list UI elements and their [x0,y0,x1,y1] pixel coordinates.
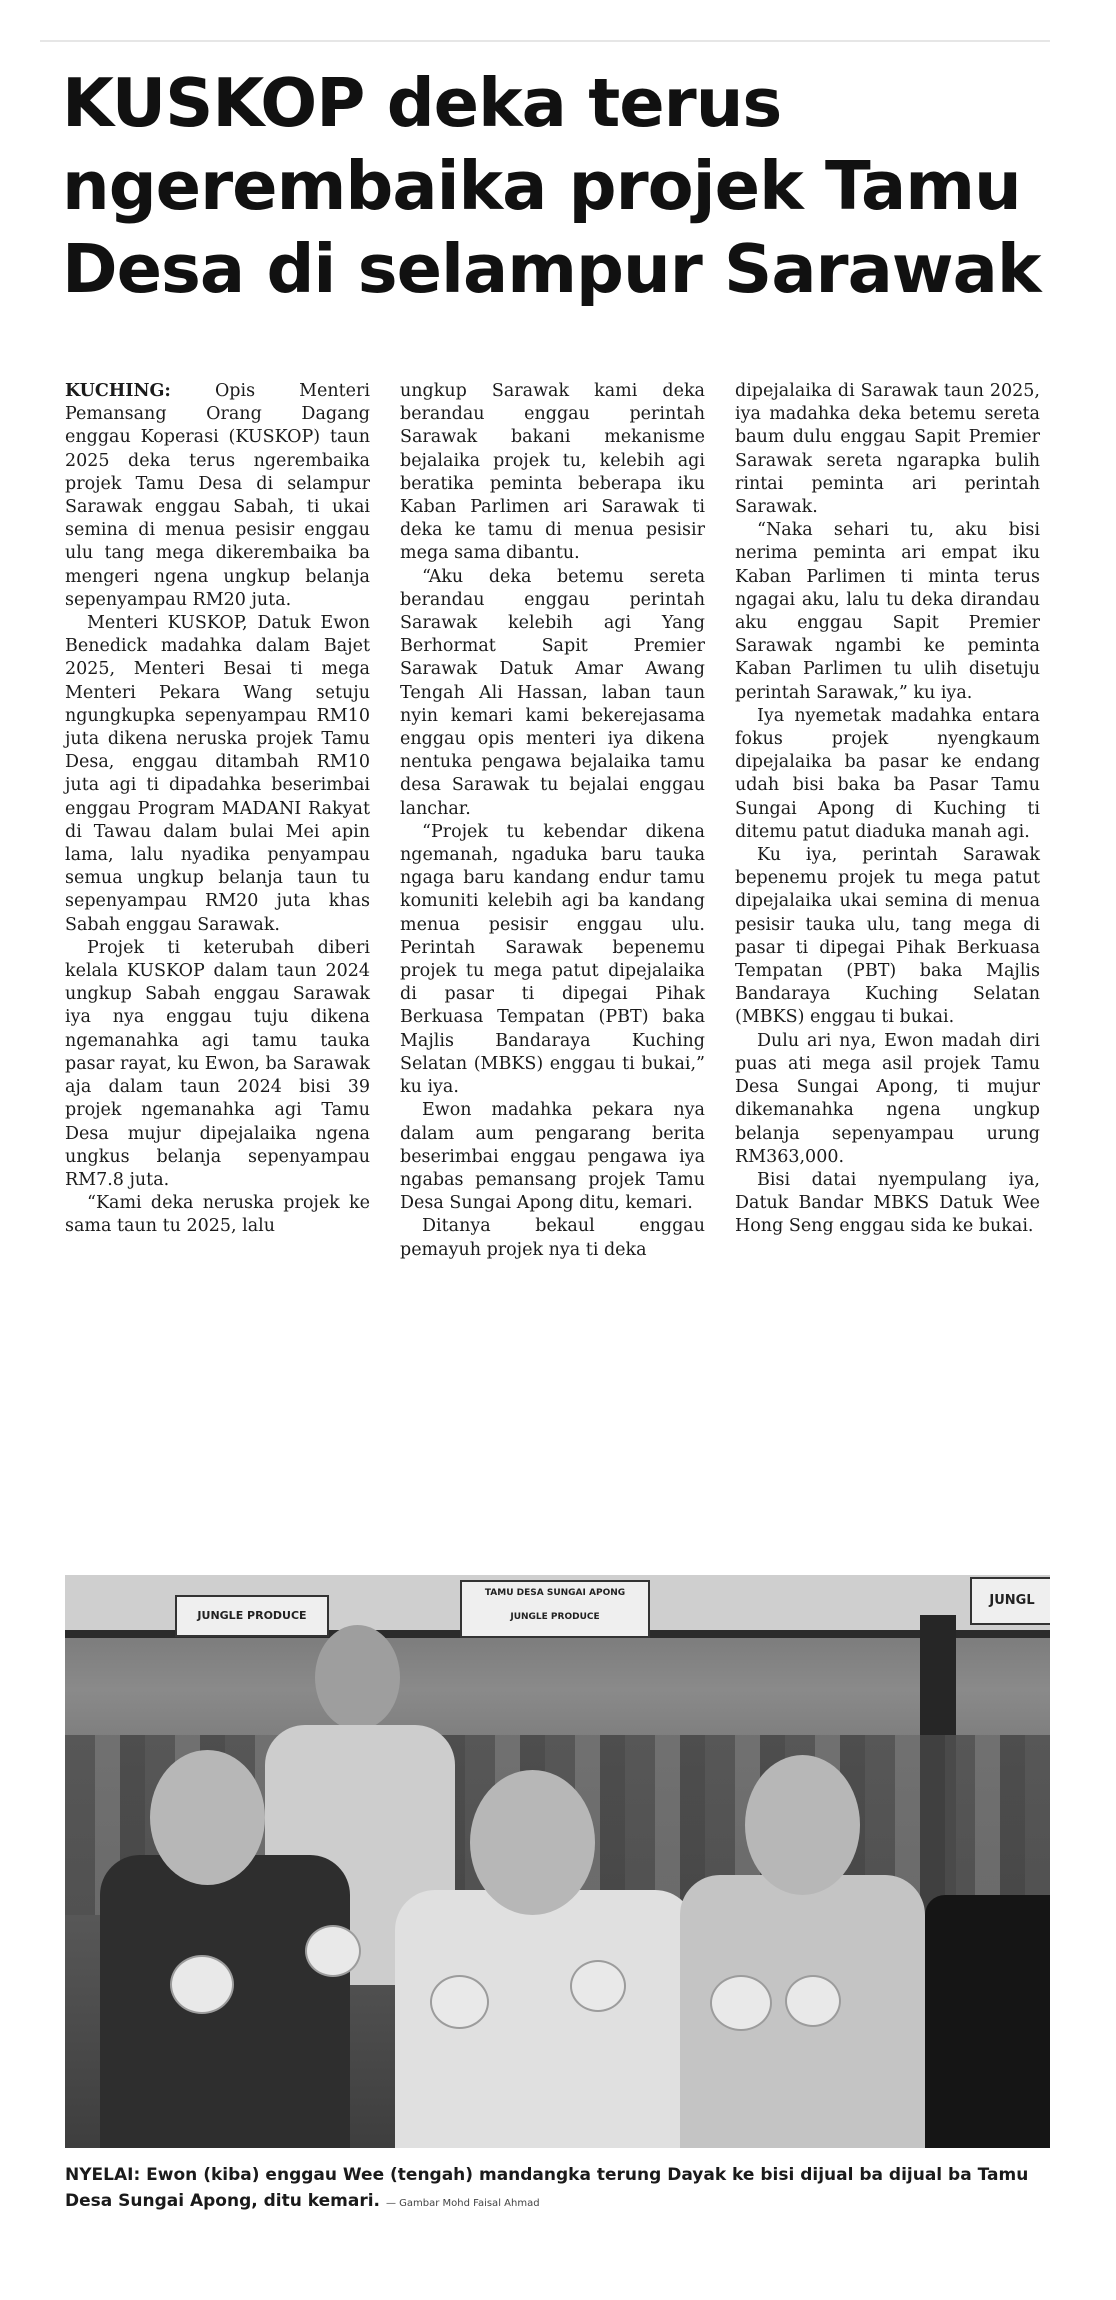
eggplant-fruit [570,1960,626,2012]
banner-left-text: JUNGLE PRODUCE [197,1609,307,1622]
paragraph: Iya nyemetak madahka entara fokus projek nyengkaum dipejalaika ba pasar ke endang udah bisi baka ba Pasar Tamu Sungai Apong di Kuching ti ditemu patut diaduka manah agi. [735,705,1040,842]
paragraph: “Kami deka neruska projek ke sama taun tu 2025, lalu [65,1193,370,1237]
paragraph: Dulu ari nya, Ewon madah diri puas ati mega asil projek Tamu Desa Sungai Apong, ti mujur dikemanahka ngena ungkup belanja sepenyampau urung RM363,000. [735,1030,1040,1167]
caption-text: NYELAI: Ewon (kiba) enggau Wee (tengah) mandangka terung Dayak ke bisi dijual ba dijual ba Tamu Desa Sungai Apong, ditu kemari. [65,2165,1029,2211]
eggplant-fruit [305,1925,361,1977]
person-center-head [470,1770,595,1915]
paragraph: “Projek tu kebendar dikena ngemanah, ngaduka baru tauka ngaga baru kandang endur tamu komuniti kelebih agi ba kandang menua pesisir enggau ulu. Perintah Sarawak bepenemu projek tu mega patut dipejalaika di pasar ti dipegai Pihak Berkuasa Tempatan (PBT) baka Majlis Bandaraya Kuching Selatan (MBKS) enggau ti bukai,” ku iya. [400,821,705,1098]
article-column-3 [735,380,1040,1239]
article-column-1 [65,380,370,1239]
paragraph: ungkup Sarawak kami deka berandau enggau perintah Sarawak bakani mekanisme bejalaika projek tu, kelebih agi beratika peminta beberapa iku Kaban Parlimen ari Sarawak ti deka ke tamu di menua pesisir mega sama dibantu. [400,381,705,564]
person-back-head [315,1625,400,1730]
eggplant-fruit [430,1975,489,2029]
article-column-2 [400,380,705,1262]
eggplant-fruit [785,1975,841,2027]
paragraph: Menteri KUSKOP, Datuk Ewon Benedick madahka dalam Bajet 2025, Menteri Besai ti mega Menteri Pekara Wang setuju ngungkupka sepenyampau RM10 juta dikena neruska projek Tamu Desa, enggau ditambah RM10 juta agi ti dipadahka beserimbai enggau Program MADANI Rakyat di Tawau dalam bulai Mei apin lama, lalu nyadika penyampau semua ungkup belanja taun tu sepenyampau RM20 juta khas Sabah enggau Sarawak. [65,613,370,935]
paragraph: “Aku deka betemu sereta berandau enggau perintah Sarawak kelebih agi Yang Berhormat Sapit Premier Sarawak Datuk Amar Awang Tengah Ali Hassan, laban taun nyin kemari kami bekerejasama enggau opis menteri iya dikena nentuka pengawa bejalaika tamu desa Sarawak tu bejalai enggau lanchar. [400,566,705,819]
news-photo [65,1575,1050,2148]
headline [62,62,1062,311]
paragraph: Ku iya, perintah Sarawak bepenemu projek tu mega patut dipejalaika ukai semina di menua pesisir tauka ulu, tang mega di pasar ti dipegai Pihak Berkuasa Tempatan (PBT) baka Majlis Bandaraya Kuching Selatan (MBKS) enggau ti bukai. [735,845,1040,1028]
camera-foreground [925,1895,1050,2148]
banner-left [175,1595,329,1637]
banner-center-text: JUNGLE PRODUCE [510,1612,600,1622]
banner-right [970,1577,1050,1625]
headline-line-2: ngerembaika projek Tamu [62,147,1021,225]
headline-line-3: Desa di selampur Sarawak [62,230,1041,308]
headline-line-1: KUSKOP deka terus [62,64,782,142]
paragraph: dipejalaika di Sarawak taun 2025, iya madahka deka betemu sereta baum dulu enggau Sapit Premier Sarawak sereta ngarapka bulih rintai peminta ari perintah Sarawak. [735,381,1040,518]
photo-credit: — Gambar Mohd Faisal Ahmad [385,2198,540,2209]
paragraph: Projek ti keterubah diberi kelala KUSKOP dalam taun 2024 ungkup Sabah enggau Sarawak iya nya enggau tuju dikena ngemanahka agi tamu tauka pasar rayat, ku Ewon, ba Sarawak aja dalam taun 2024 bisi 39 projek ngemanahka agi Tamu Desa mujur dipejalaika ngena ungkus belanja sepenyampau RM7.8 juta. [65,937,370,1190]
photo-caption [65,2162,1055,2217]
eggplant-fruit [710,1975,772,2031]
paragraph-text: Opis Menteri Pemansang Orang Dagang enggau Koperasi (KUSKOP) taun 2025 deka terus ngerembaika projek Tamu Desa di selampur Sarawak enggau Sabah, ti ukai semina di menua pesisir enggau ulu tang mega dikerembaika ba mengeri ngena ungkup belanja sepenyampau RM20 juta. [65,381,370,610]
person-left-head [150,1750,265,1885]
paragraph: Ewon madahka pekara nya dalam aum pengarang berita beserimbai enggau pengawa iya ngabas pemansang projek Tamu Desa Sungai Apong ditu, kemari. [400,1100,705,1214]
dateline: KUCHING: [65,381,171,401]
banner-right-text: JUNGL [989,1593,1035,1608]
paragraph: “Naka sehari tu, aku bisi nerima peminta ari empat iku Kaban Parlimen ti minta terus ngagai aku, lalu tu deka dirandau aku enggau Sapit Premier Sarawak ngambi ke peminta Kaban Parlimen tu ulih disetuju perintah Sarawak,” ku iya. [735,520,1040,703]
top-rule [40,40,1050,42]
banner-center-top-text: TAMU DESA SUNGAI APONG [484,1588,626,1598]
paragraph: Bisi datai nyempulang iya, Datuk Bandar MBKS Datuk Wee Hong Seng enggau sida ke bukai. [735,1169,1040,1237]
person-right-head [745,1755,860,1895]
eggplant-fruit [170,1955,234,2014]
paragraph: Ditanya bekaul enggau pemayuh projek nya ti deka [400,1216,705,1260]
paragraph [65,380,370,612]
banner-center [460,1580,650,1638]
